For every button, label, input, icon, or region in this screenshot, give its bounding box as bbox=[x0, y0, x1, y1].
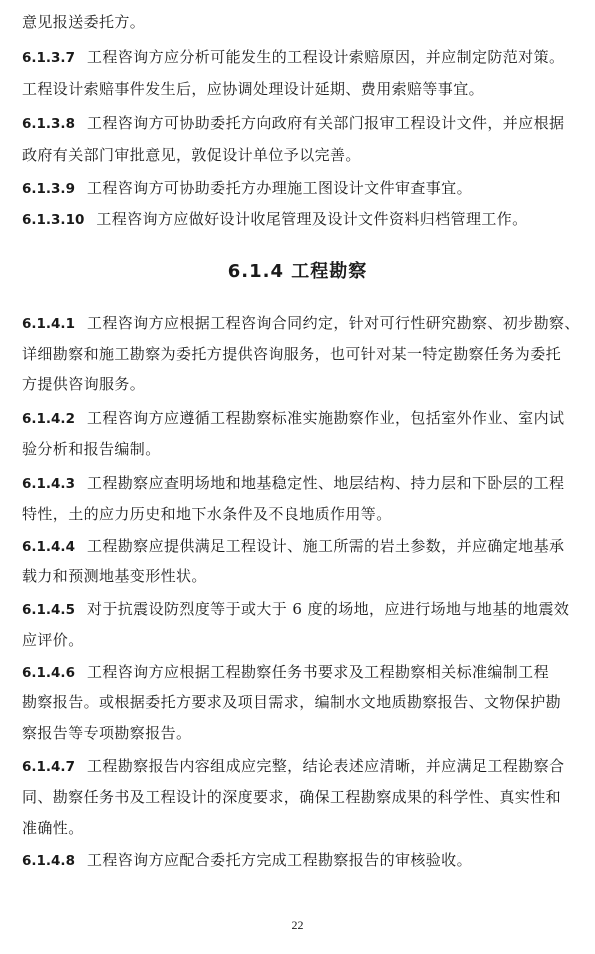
section-heading: 6.1.4 工程勘察 bbox=[227, 261, 368, 282]
text-line bbox=[22, 630, 573, 650]
clause-text: 工程咨询方可协助委托方向政府有关部门报审工程设计文件，并应根据 bbox=[86, 114, 565, 132]
clause-6-1-3-8 bbox=[22, 113, 573, 134]
clause-text: 工程咨询方应分析可能发生的工程设计索赔原因，并应制定防范对策。 bbox=[86, 48, 565, 66]
clause-text: 察报告等专项勘察报告。 bbox=[22, 724, 192, 742]
clause-text: 载力和预测地基变形性状。 bbox=[22, 567, 207, 585]
clause-number: 6.1.3.10 bbox=[22, 212, 85, 228]
text-line bbox=[22, 439, 573, 459]
clause-text: 工程勘察报告内容组成应完整，结论表述应清晰，并应满足工程勘察合 bbox=[86, 757, 565, 775]
clause-text: 工程咨询方应根据工程咨询合同约定，针对可行性研究勘察、初步勘察、 bbox=[86, 314, 580, 332]
clause-number: 6.1.4.4 bbox=[22, 539, 75, 555]
clause-number: 6.1.4.6 bbox=[22, 665, 75, 681]
text-line bbox=[22, 692, 573, 712]
clause-6-1-3-10 bbox=[22, 209, 573, 230]
text: 意见报送委托方。 bbox=[22, 13, 146, 31]
clause-6-1-4-5 bbox=[22, 599, 573, 620]
clause-text: 验分析和报告编制。 bbox=[22, 440, 161, 458]
clause-text: 工程勘察应查明场地和地基稳定性、地层结构、持力层和下卧层的工程 bbox=[86, 474, 565, 492]
clause-text: 应评价。 bbox=[22, 631, 84, 649]
clause-text: 工程咨询方应根据工程勘察任务书要求及工程勘察相关标准编制工程 bbox=[86, 663, 549, 681]
clause-text: 同、勘察任务书及工程设计的深度要求，确保工程勘察成果的科学性、真实性和 bbox=[22, 788, 562, 806]
clause-6-1-3-9 bbox=[22, 178, 573, 199]
clause-6-1-4-2 bbox=[22, 408, 573, 429]
clause-6-1-3-7 bbox=[22, 47, 573, 68]
clause-text: 详细勘察和施工勘察为委托方提供咨询服务，也可针对某一特定勘察任务为委托 bbox=[22, 345, 562, 363]
text-line bbox=[22, 566, 573, 586]
clause-number: 6.1.3.7 bbox=[22, 50, 75, 66]
clause-6-1-4-4 bbox=[22, 536, 573, 557]
clause-text: 工程咨询方应做好设计收尾管理及设计文件资料归档管理工作。 bbox=[96, 210, 528, 228]
clause-6-1-4-7 bbox=[22, 756, 573, 777]
clause-text: 方提供咨询服务。 bbox=[22, 375, 146, 393]
clause-number: 6.1.4.5 bbox=[22, 602, 75, 618]
text-line bbox=[22, 145, 573, 165]
clause-text: 对于抗震设防烈度等于或大于 6 度的场地，应进行场地与地基的地震效 bbox=[86, 600, 570, 618]
text-line bbox=[22, 79, 573, 99]
text-line bbox=[22, 504, 573, 524]
clause-number: 6.1.3.9 bbox=[22, 181, 75, 197]
clause-text: 工程咨询方应遵循工程勘察标准实施勘察作业，包括室外作业、室内试 bbox=[86, 409, 565, 427]
text-line bbox=[22, 818, 573, 838]
page-number: 22 bbox=[291, 918, 304, 932]
clause-text: 工程勘察应提供满足工程设计、施工所需的岩土参数，并应确定地基承 bbox=[86, 537, 565, 555]
clause-6-1-4-8 bbox=[22, 850, 573, 871]
clause-number: 6.1.4.7 bbox=[22, 759, 75, 775]
clause-6-1-4-1 bbox=[22, 313, 580, 334]
text-line bbox=[22, 12, 573, 32]
clause-text: 政府有关部门审批意见，敦促设计单位予以完善。 bbox=[22, 146, 361, 164]
text-line bbox=[22, 723, 573, 743]
clause-text: 准确性。 bbox=[22, 819, 84, 837]
clause-text: 工程设计索赔事件发生后，应协调处理设计延期、费用索赔等事宜。 bbox=[22, 80, 485, 98]
clause-number: 6.1.4.8 bbox=[22, 853, 75, 869]
clause-text: 特性，土的应力历史和地下水条件及不良地质作用等。 bbox=[22, 505, 392, 523]
text-line bbox=[22, 344, 573, 364]
clause-number: 6.1.4.3 bbox=[22, 476, 75, 492]
clause-number: 6.1.3.8 bbox=[22, 116, 75, 132]
text-line bbox=[22, 787, 573, 807]
clause-text: 工程咨询方可协助委托方办理施工图设计文件审查事宜。 bbox=[86, 179, 472, 197]
text-line bbox=[22, 374, 573, 394]
clause-6-1-4-3 bbox=[22, 473, 573, 494]
clause-number: 6.1.4.1 bbox=[22, 316, 75, 332]
clause-text: 勘察报告。或根据委托方要求及项目需求，编制水文地质勘察报告、文物保护勘 bbox=[22, 693, 562, 711]
clause-text: 工程咨询方应配合委托方完成工程勘察报告的审核验收。 bbox=[86, 851, 472, 869]
clause-number: 6.1.4.2 bbox=[22, 411, 75, 427]
clause-6-1-4-6 bbox=[22, 662, 573, 683]
